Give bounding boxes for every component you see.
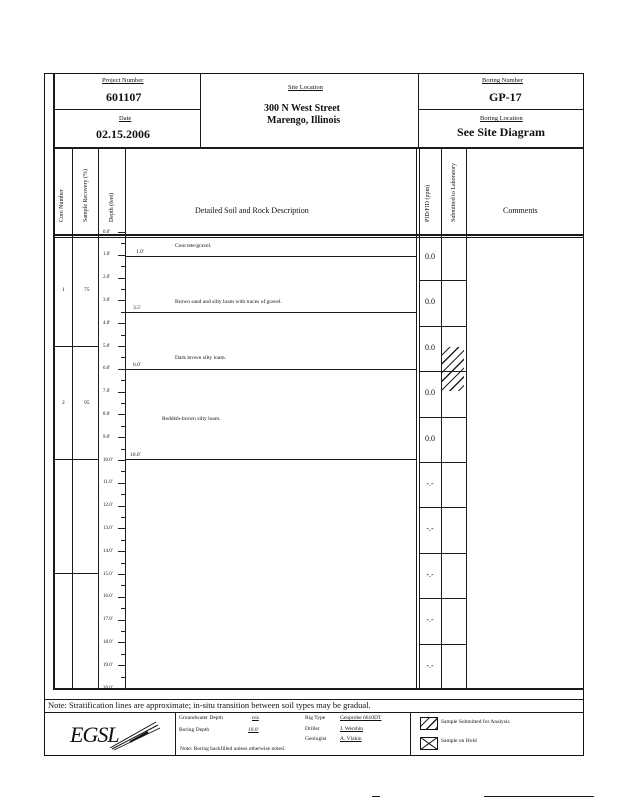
depth-tick-label: 6.0' [103, 366, 111, 372]
description-header: Detailed Soil and Rock Description [195, 206, 309, 215]
depth-tick-label: 5.0' [103, 343, 111, 349]
depth-tick-label: 13.0' [103, 525, 113, 531]
date-label: Date [119, 115, 132, 122]
pid-reading: 0.0 [425, 388, 435, 398]
core-1-number: 1 [62, 287, 65, 293]
logo-swoosh-icon [70, 718, 160, 752]
depth-tick-label: 10.0' [103, 457, 113, 463]
core-1-recovery: 75 [84, 287, 90, 293]
depth-tick [121, 540, 125, 541]
depth-tick [121, 654, 125, 655]
depth-tick-label: 2.0' [103, 275, 111, 281]
pid-cell-divider [419, 462, 466, 463]
egsl-logo [70, 718, 160, 752]
driller-value: J. Wershin [340, 726, 363, 732]
depth-tick [121, 471, 125, 472]
legend-hold-icon [420, 737, 438, 750]
depth-tick [121, 335, 125, 336]
depth-tick-label: 18.0' [103, 639, 113, 645]
scan-artifact [484, 796, 594, 797]
stratum-2-depth: 3.5' [133, 305, 141, 311]
depth-tick-label: 17.0' [103, 617, 113, 623]
depth-tick-label: 14.0' [103, 548, 113, 554]
pid-reading: 0.0 [425, 297, 435, 307]
depth-tick [121, 449, 125, 450]
depth-tick [121, 243, 125, 244]
pid-reading: -.- [426, 660, 434, 670]
stratum-2-description: Brown sand and silty loam with traces of gravel. [175, 299, 282, 305]
depth-tick [121, 585, 125, 586]
rig-type-label: Rig Type [305, 715, 326, 721]
depth-tick [118, 551, 125, 552]
pid-cell-divider [419, 326, 466, 327]
legend-hold-label: Sample on Hold [441, 738, 477, 744]
depth-tick-label: 9.0' [103, 434, 111, 440]
depth-tick-label: 3.0' [103, 297, 111, 303]
depth-tick [118, 392, 125, 393]
stratum-3-description: Dark brown silty loam. [175, 355, 227, 361]
stratum-3-depth: 6.0' [133, 362, 141, 368]
depth-tick [118, 323, 125, 324]
boring-number: GP-17 [489, 90, 522, 104]
legend-submitted-label: Sample Submitted for Analysis [441, 719, 510, 725]
site-address-line1: 300 N West Street [264, 103, 341, 114]
legend-submitted-swatch [420, 717, 438, 730]
geologist-value: A. Vlahin [340, 736, 362, 742]
stratum-1-depth: 1.0' [136, 249, 144, 255]
depth-tick [118, 414, 125, 415]
depth-tick [118, 278, 125, 279]
depth-tick-label: 4.0' [103, 320, 111, 326]
depth-tick [121, 563, 125, 564]
boring-depth-value: 10.0' [248, 727, 259, 733]
boring-location: See Site Diagram [457, 125, 545, 139]
depth-tick-label: 8.0' [103, 411, 111, 417]
pid-cell-divider [419, 507, 466, 508]
depth-tick [118, 642, 125, 643]
depth-tick [121, 426, 125, 427]
rig-type-value: Geoprobe 6610DT [340, 715, 382, 721]
project-number: 601107 [106, 90, 142, 104]
boring-number-label: Boring Number [482, 77, 523, 84]
scan-artifact [372, 796, 380, 797]
stratum-1-description: Concrete/gravel. [175, 243, 212, 249]
pid-reading: 0.0 [425, 433, 435, 443]
pid-cell-divider [419, 280, 466, 281]
site-address-line2: Marengo, Illinois [267, 115, 341, 126]
pid-cell-divider [419, 553, 466, 554]
pid-reading: 0.0 [425, 252, 435, 261]
depth-tick-label: 19.0' [103, 662, 113, 668]
depth-tick [118, 665, 125, 666]
pid-cell-divider [419, 644, 466, 645]
driller-label: Driller [305, 726, 320, 732]
pid-reading: 0.0 [425, 342, 435, 352]
depth-tick [118, 460, 125, 461]
core-2-number: 2 [62, 400, 65, 406]
pid-reading: -.- [426, 569, 434, 579]
boring-location-label: Boring Location [480, 115, 523, 122]
depth-tick [121, 266, 125, 267]
depth-tick-label: 16.0' [103, 594, 113, 600]
backfill-note: Note: Boring backfilled unless otherwise noted. [180, 746, 286, 752]
submitted-header: Submitted to Laboratory [451, 163, 457, 222]
depth-tick [118, 232, 125, 233]
geologist-label: Geologist [305, 736, 327, 742]
sample-recovery-header: Sample Recovery (%) [83, 169, 89, 222]
depth-tick-label: 7.0' [103, 389, 111, 395]
stratification-note: Note: Stratification lines are approximate; in-situ transition between soil types may be gradual. [48, 700, 371, 710]
groundwater-value: n/a [252, 715, 259, 721]
date-value: 02.15.2006 [96, 127, 150, 141]
pid-reading: -.- [426, 524, 434, 534]
depth-tick [121, 494, 125, 495]
boring-depth-label: Boring Depth [179, 727, 210, 733]
depth-tick [118, 688, 125, 689]
depth-tick [121, 380, 125, 381]
depth-tick [118, 528, 125, 529]
depth-tick [121, 608, 125, 609]
depth-tick [118, 369, 125, 370]
depth-tick [118, 620, 125, 621]
comments-header: Comments [503, 206, 538, 215]
depth-tick [118, 483, 125, 484]
depth-header: Depth (feet) [109, 192, 115, 222]
groundwater-label: Groundwater Depth [179, 715, 223, 721]
depth-tick [118, 574, 125, 575]
depth-tick [121, 357, 125, 358]
depth-tick [118, 437, 125, 438]
depth-tick [118, 300, 125, 301]
depth-tick [118, 597, 125, 598]
depth-tick [118, 506, 125, 507]
core-number-header: Core Number [59, 189, 65, 222]
stratum-4-depth: 10.0' [130, 452, 141, 458]
pid-reading: -.- [426, 479, 434, 488]
depth-tick-label: 11.0' [103, 480, 113, 486]
depth-tick-label: 20.0' [103, 685, 113, 691]
depth-tick [118, 255, 125, 256]
core-2-recovery: 95 [84, 400, 90, 406]
pid-cell-divider [419, 689, 466, 690]
project-number-label: Project Number [102, 77, 144, 84]
depth-tick-label: 0.0' [103, 229, 111, 235]
depth-tick [121, 403, 125, 404]
depth-tick [121, 289, 125, 290]
depth-tick-label: 1.0' [103, 252, 111, 258]
logo-text: EGSL [70, 722, 119, 747]
pid-header: PID/FID (ppm) [425, 184, 431, 222]
depth-tick [121, 677, 125, 678]
pid-reading: -.- [426, 615, 434, 625]
sample-submitted-hatch [442, 347, 464, 391]
depth-tick [121, 631, 125, 632]
stratum-4-description: Reddish-brown silty loam. [162, 416, 221, 422]
depth-tick [118, 346, 125, 347]
depth-tick-label: 15.0' [103, 571, 113, 577]
depth-tick-label: 12.0' [103, 503, 113, 509]
pid-cell-divider [419, 417, 466, 418]
depth-tick [121, 517, 125, 518]
pid-cell-divider [419, 598, 466, 599]
site-location-label: Site Location [288, 84, 323, 91]
